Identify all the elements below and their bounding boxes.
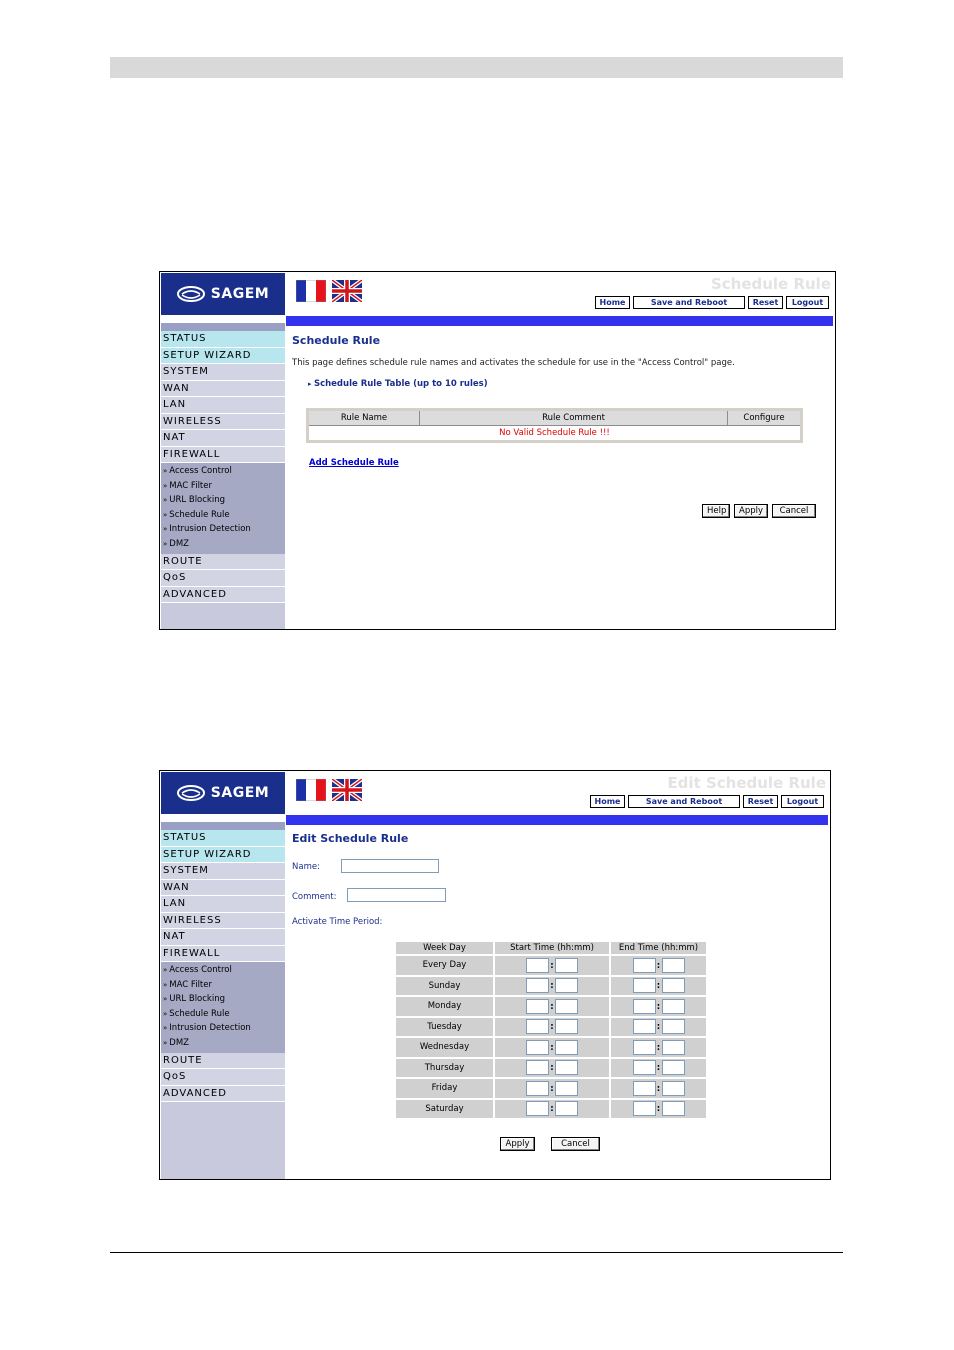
arrow-icon: » xyxy=(163,525,168,534)
sagem-logo xyxy=(161,772,285,814)
sidebar-item-firewall[interactable]: FIREWALL xyxy=(161,946,285,963)
arrow-icon: » xyxy=(163,467,168,475)
logo-text: SAGEM xyxy=(210,785,270,801)
sidebar-item-system[interactable]: SYSTEM xyxy=(161,863,285,880)
time-separator: : xyxy=(550,1063,554,1074)
header-strip xyxy=(286,316,833,326)
sidebar xyxy=(161,331,285,629)
sidebar-item-firewall[interactable]: FIREWALL xyxy=(161,447,285,464)
firewall-submenu xyxy=(161,463,285,554)
top-navigation xyxy=(590,795,824,808)
submenu-intrusion-detection[interactable] xyxy=(161,522,285,537)
end-time-cell xyxy=(611,1038,706,1057)
end-time-cell xyxy=(611,977,706,996)
comment-label: Comment: xyxy=(292,892,337,902)
logout-button[interactable]: Logout xyxy=(781,795,824,808)
submenu-url-blocking[interactable] xyxy=(161,992,285,1007)
submenu-schedule-rule[interactable] xyxy=(161,508,285,523)
submenu-label: DMZ xyxy=(169,1037,189,1048)
schedule-rule-screenshot xyxy=(159,271,836,630)
sidebar-item-status[interactable]: STATUS xyxy=(161,331,285,348)
name-input[interactable] xyxy=(341,859,439,873)
start-minute-input[interactable] xyxy=(555,999,578,1014)
end-hour-input[interactable] xyxy=(633,1081,656,1096)
end-time-cell xyxy=(611,1018,706,1037)
start-minute-input[interactable] xyxy=(555,1081,578,1096)
time-separator: : xyxy=(656,1063,661,1074)
column-rule-name: Rule Name xyxy=(308,410,420,426)
table-row xyxy=(396,977,706,996)
start-minute-input[interactable] xyxy=(555,1101,578,1116)
time-separator: : xyxy=(550,1042,554,1053)
time-separator: : xyxy=(550,1022,554,1033)
submenu-schedule-rule[interactable] xyxy=(161,1007,285,1022)
empty-table-message: No Valid Schedule Rule !!! xyxy=(308,426,802,442)
reset-button[interactable]: Reset xyxy=(743,795,778,808)
page-description: This page defines schedule rule names and activates the schedule for use in the "Access Control" page. xyxy=(292,358,735,368)
language-flags xyxy=(296,280,362,302)
sagem-logo-icon xyxy=(177,785,205,801)
submenu-label: URL Blocking xyxy=(169,495,225,506)
form-buttons xyxy=(702,504,816,518)
column-rule-comment: Rule Comment xyxy=(420,410,728,426)
schedule-rule-table xyxy=(306,408,803,443)
start-minute-input[interactable] xyxy=(555,1040,578,1055)
arrow-icon: » xyxy=(163,1024,168,1033)
start-time-cell xyxy=(495,1038,609,1057)
table-row xyxy=(396,997,706,1016)
start-time-cell xyxy=(495,1018,609,1037)
day-label: Friday xyxy=(396,1079,493,1098)
uk-flag-icon[interactable] xyxy=(332,779,362,801)
end-hour-input[interactable] xyxy=(633,1060,656,1075)
sidebar-item-qos[interactable]: QoS xyxy=(161,1069,285,1086)
start-hour-input[interactable] xyxy=(526,1019,549,1034)
table-heading-text: Schedule Rule Table (up to 10 rules) xyxy=(313,379,488,389)
sidebar-item-nat[interactable]: NAT xyxy=(161,430,285,447)
french-flag-icon[interactable] xyxy=(296,280,326,302)
end-minute-input[interactable] xyxy=(662,958,685,973)
submenu-label: MAC Filter xyxy=(169,979,212,990)
activate-time-period-label: Activate Time Period: xyxy=(292,917,383,927)
day-label: Saturday xyxy=(396,1100,493,1119)
end-hour-input[interactable] xyxy=(633,958,656,973)
start-time-cell xyxy=(495,956,609,975)
arrow-icon: » xyxy=(163,539,168,548)
page-title: Schedule Rule xyxy=(292,334,381,347)
sidebar-item-advanced[interactable]: ADVANCED xyxy=(161,1086,285,1103)
start-time-cell xyxy=(495,997,609,1016)
sidebar-item-lan[interactable]: LAN xyxy=(161,896,285,913)
start-minute-input[interactable] xyxy=(555,978,578,993)
arrow-icon: » xyxy=(163,1038,168,1047)
sidebar-top-strip xyxy=(161,323,285,331)
sidebar-item-setup-wizard[interactable]: SETUP WIZARD xyxy=(161,847,285,864)
submenu-mac-filter[interactable] xyxy=(161,978,285,993)
sidebar-item-nat[interactable]: NAT xyxy=(161,929,285,946)
start-hour-input[interactable] xyxy=(526,1081,549,1096)
start-hour-input[interactable] xyxy=(526,1101,549,1116)
save-and-reboot-button[interactable]: Save and Reboot xyxy=(628,795,740,808)
sidebar-item-system[interactable]: SYSTEM xyxy=(161,364,285,381)
table-row xyxy=(396,956,706,975)
start-hour-input[interactable] xyxy=(526,958,549,973)
day-label: Tuesday xyxy=(396,1018,493,1037)
submenu-dmz[interactable] xyxy=(161,1036,285,1051)
arrow-icon: » xyxy=(163,966,168,974)
arrow-icon: » xyxy=(163,496,168,505)
start-hour-input[interactable] xyxy=(526,999,549,1014)
time-separator: : xyxy=(656,981,661,992)
time-separator: : xyxy=(656,1104,661,1115)
start-time-cell xyxy=(495,977,609,996)
column-week-day: Week Day xyxy=(396,942,493,954)
submenu-label: DMZ xyxy=(169,538,189,549)
sidebar-item-wan[interactable]: WAN xyxy=(161,880,285,897)
name-label: Name: xyxy=(292,862,320,872)
time-separator: : xyxy=(550,1083,554,1094)
reset-button[interactable]: Reset xyxy=(748,296,783,309)
submenu-access-control[interactable] xyxy=(161,963,285,978)
home-button[interactable]: Home xyxy=(590,795,625,808)
sidebar-item-status[interactable]: STATUS xyxy=(161,830,285,847)
submenu-label: MAC Filter xyxy=(169,480,212,491)
logout-button[interactable]: Logout xyxy=(786,296,829,309)
sidebar xyxy=(161,830,285,1179)
column-end-time: End Time (hh:mm) xyxy=(611,942,706,954)
start-time-cell xyxy=(495,1079,609,1098)
form-buttons xyxy=(500,1137,600,1151)
sagem-logo-icon xyxy=(177,286,205,302)
page-title-ghost: Schedule Rule xyxy=(710,275,831,293)
end-hour-input[interactable] xyxy=(633,999,656,1014)
end-minute-input[interactable] xyxy=(662,999,685,1014)
apply-button[interactable]: Apply xyxy=(734,504,768,518)
save-and-reboot-button[interactable]: Save and Reboot xyxy=(633,296,745,309)
time-separator: : xyxy=(656,1022,661,1033)
column-start-time: Start Time (hh:mm) xyxy=(495,942,609,954)
start-hour-input[interactable] xyxy=(526,1060,549,1075)
end-minute-input[interactable] xyxy=(662,1040,685,1055)
end-minute-input[interactable] xyxy=(662,1081,685,1096)
arrow-icon: » xyxy=(163,1009,168,1018)
time-separator: : xyxy=(656,1083,661,1094)
day-label: Every Day xyxy=(396,956,493,975)
submenu-label: Intrusion Detection xyxy=(169,1023,251,1034)
sidebar-item-setup-wizard[interactable]: SETUP WIZARD xyxy=(161,348,285,365)
end-time-cell xyxy=(611,997,706,1016)
sidebar-top-strip xyxy=(161,822,285,830)
firewall-submenu xyxy=(161,962,285,1053)
sidebar-item-advanced[interactable]: ADVANCED xyxy=(161,587,285,604)
end-hour-input[interactable] xyxy=(633,978,656,993)
table-row xyxy=(396,1100,706,1119)
submenu-access-control[interactable] xyxy=(161,464,285,479)
edit-schedule-rule-screenshot xyxy=(159,770,831,1180)
sidebar-item-qos[interactable]: QoS xyxy=(161,570,285,587)
submenu-label: URL Blocking xyxy=(169,994,225,1005)
day-label: Thursday xyxy=(396,1059,493,1078)
submenu-url-blocking[interactable] xyxy=(161,493,285,508)
time-separator: : xyxy=(656,1001,661,1012)
page-title: Edit Schedule Rule xyxy=(292,832,409,845)
end-minute-input[interactable] xyxy=(662,1060,685,1075)
submenu-label: Access Control xyxy=(169,466,232,476)
sidebar-item-lan[interactable]: LAN xyxy=(161,397,285,414)
sidebar-item-wan[interactable]: WAN xyxy=(161,381,285,398)
time-separator: : xyxy=(550,981,554,992)
start-time-cell xyxy=(495,1100,609,1119)
end-minute-input[interactable] xyxy=(662,1101,685,1116)
time-separator: : xyxy=(656,960,661,971)
submenu-dmz[interactable] xyxy=(161,537,285,552)
end-hour-input[interactable] xyxy=(633,1101,656,1116)
main-content xyxy=(292,334,831,389)
end-time-cell xyxy=(611,1100,706,1119)
uk-flag-icon[interactable] xyxy=(332,280,362,302)
time-separator: : xyxy=(656,1042,661,1053)
start-minute-input[interactable] xyxy=(555,1060,578,1075)
page-title-ghost: Edit Schedule Rule xyxy=(667,774,826,792)
submenu-label: Schedule Rule xyxy=(169,509,230,520)
end-hour-input[interactable] xyxy=(633,1019,656,1034)
submenu-label: Access Control xyxy=(169,965,232,975)
arrow-icon: » xyxy=(163,995,168,1004)
logo-text: SAGEM xyxy=(210,286,270,302)
help-button[interactable]: Help xyxy=(702,504,730,518)
time-separator: : xyxy=(550,1104,554,1115)
cancel-button[interactable]: Cancel xyxy=(772,504,816,518)
end-minute-input[interactable] xyxy=(662,978,685,993)
end-time-cell xyxy=(611,1079,706,1098)
column-configure: Configure xyxy=(728,410,802,426)
sidebar-item-wireless[interactable]: WIRELESS xyxy=(161,414,285,431)
arrow-icon: » xyxy=(163,481,168,490)
french-flag-icon[interactable] xyxy=(296,779,326,801)
start-hour-input[interactable] xyxy=(526,1040,549,1055)
arrow-icon: » xyxy=(163,980,168,989)
end-time-cell xyxy=(611,1059,706,1078)
day-label: Wednesday xyxy=(396,1038,493,1057)
add-schedule-rule-link[interactable]: Add Schedule Rule xyxy=(309,458,399,468)
end-minute-input[interactable] xyxy=(662,1019,685,1034)
end-time-cell xyxy=(611,956,706,975)
sidebar-item-wireless[interactable]: WIRELESS xyxy=(161,913,285,930)
header-strip xyxy=(286,815,828,825)
document-footer-line xyxy=(110,1252,843,1253)
time-separator: : xyxy=(550,960,554,971)
sagem-logo xyxy=(161,273,285,315)
comment-input[interactable] xyxy=(347,888,446,902)
day-label: Sunday xyxy=(396,977,493,996)
start-minute-input[interactable] xyxy=(555,1019,578,1034)
table-row xyxy=(396,1059,706,1078)
time-separator: : xyxy=(550,1001,554,1012)
language-flags xyxy=(296,779,362,801)
submenu-label: Schedule Rule xyxy=(169,1008,230,1019)
end-hour-input[interactable] xyxy=(633,1040,656,1055)
arrow-icon: » xyxy=(163,510,168,519)
document-header-bar xyxy=(110,57,843,78)
sidebar-item-route[interactable]: ROUTE xyxy=(161,1053,285,1070)
start-minute-input[interactable] xyxy=(555,958,578,973)
table-row xyxy=(396,1018,706,1037)
start-time-cell xyxy=(495,1059,609,1078)
table-row xyxy=(396,1079,706,1098)
top-navigation xyxy=(595,296,829,309)
table-row xyxy=(396,1038,706,1057)
bullet-icon: ▸ xyxy=(308,380,314,388)
home-button[interactable]: Home xyxy=(595,296,630,309)
sidebar-item-route[interactable]: ROUTE xyxy=(161,554,285,571)
cancel-button[interactable]: Cancel xyxy=(551,1137,600,1151)
start-hour-input[interactable] xyxy=(526,978,549,993)
apply-button[interactable]: Apply xyxy=(500,1137,535,1151)
submenu-mac-filter[interactable] xyxy=(161,479,285,494)
submenu-label: Intrusion Detection xyxy=(169,524,251,535)
time-period-table xyxy=(394,940,708,1120)
table-heading xyxy=(308,379,831,389)
day-label: Monday xyxy=(396,997,493,1016)
submenu-intrusion-detection[interactable] xyxy=(161,1021,285,1036)
